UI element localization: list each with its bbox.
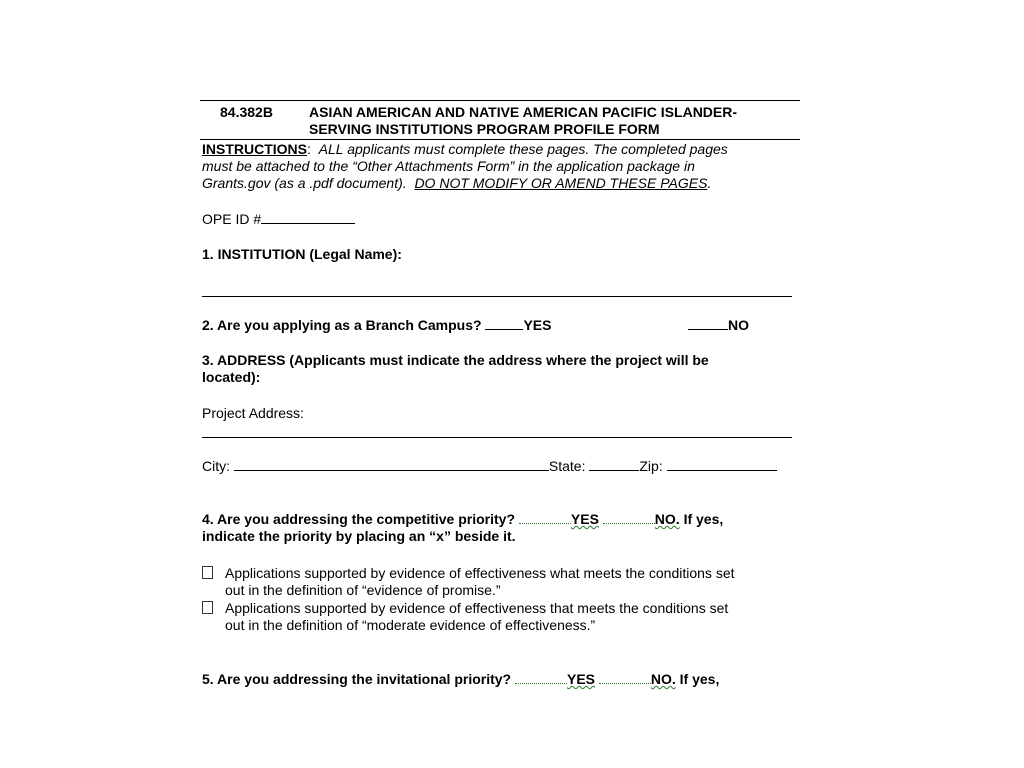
- q4-option-1: [202, 565, 213, 582]
- instructions-colon: :: [307, 141, 311, 157]
- q4-option-2-line1: Applications supported by evidence of effectiveness that meets the conditions set: [225, 600, 729, 616]
- q4-if-yes: If yes,: [683, 511, 724, 527]
- zip-label: Zip:: [639, 458, 663, 474]
- q4-no-label: NO.: [654, 511, 680, 527]
- q4-question: 4. Are you addressing the competitive priority?: [202, 511, 515, 527]
- q5-yes-label: YES: [566, 671, 595, 687]
- q5-if-yes: If yes,: [679, 671, 720, 687]
- q2-yes-label: YES: [523, 317, 552, 333]
- state-label: State:: [548, 458, 586, 474]
- q2-no-label: NO: [728, 317, 749, 333]
- instructions-line3: [202, 175, 711, 192]
- option-2-checkbox[interactable]: [202, 601, 213, 614]
- header-bottom-rule: [200, 139, 800, 140]
- q2-branch-campus-row: [202, 317, 551, 334]
- project-address-label: Project Address:: [202, 405, 304, 421]
- city-state-zip-row: [202, 458, 777, 475]
- q2-no-option: [688, 317, 749, 334]
- q3-address-line2: located):: [202, 369, 261, 385]
- q5-no-blank[interactable]: [599, 671, 651, 684]
- form-title-line1: ASIAN AMERICAN AND NATIVE AMERICAN PACIFIC ISLANDER-: [309, 104, 738, 120]
- q4-no-blank[interactable]: [603, 511, 655, 524]
- city-label: City:: [202, 458, 230, 474]
- form-title-line2: SERVING INSTITUTIONS PROGRAM PROFILE FORM: [309, 121, 660, 137]
- q5-invitational-priority-row: [202, 671, 719, 688]
- q2-yes-blank[interactable]: [485, 317, 523, 330]
- instructions-line2: must be attached to the “Other Attachments Form” in the application package in: [202, 158, 695, 174]
- q2-question: 2. Are you applying as a Branch Campus?: [202, 317, 482, 333]
- q5-question: 5. Are you addressing the invitational priority?: [202, 671, 512, 687]
- q4-yes-blank[interactable]: [519, 511, 571, 524]
- city-field[interactable]: [234, 458, 549, 471]
- instructions-period: .: [707, 175, 712, 191]
- q4-option-2: [202, 600, 213, 617]
- institution-name-field[interactable]: [202, 296, 792, 297]
- ope-id-label: OPE ID #: [202, 211, 262, 227]
- q4-instruction: indicate the priority by placing an “x” beside it.: [202, 528, 516, 544]
- q4-option-2-line2: out in the definition of “moderate evidence of effectiveness.”: [225, 617, 596, 633]
- project-address-field[interactable]: [202, 437, 792, 438]
- state-field[interactable]: [589, 458, 639, 471]
- q5-no-label: NO.: [650, 671, 676, 687]
- q4-option-1-line2: out in the definition of “evidence of promise.”: [225, 582, 501, 598]
- zip-field[interactable]: [667, 458, 777, 471]
- form-number: 84.382B: [220, 104, 273, 120]
- q4-competitive-priority-row: [202, 511, 723, 528]
- ope-id-row: [202, 211, 355, 228]
- instructions-text1: ALL applicants must complete these pages. The completed pages: [318, 141, 728, 157]
- instructions-warning: DO NOT MODIFY OR AMEND THESE PAGES: [414, 175, 708, 191]
- q3-address-line1: 3. ADDRESS (Applicants must indicate the address where the project will be: [202, 352, 709, 368]
- option-1-checkbox[interactable]: [202, 566, 213, 579]
- q2-no-blank[interactable]: [688, 317, 728, 330]
- q1-institution-label: 1. INSTITUTION (Legal Name):: [202, 246, 402, 262]
- ope-id-field[interactable]: [261, 211, 355, 224]
- header-top-rule: [200, 100, 800, 101]
- instructions-label: INSTRUCTIONS: [202, 141, 307, 157]
- instructions-line1: [202, 141, 728, 158]
- q4-yes-label: YES: [570, 511, 599, 527]
- q5-yes-blank[interactable]: [515, 671, 567, 684]
- q4-option-1-line1: Applications supported by evidence of effectiveness what meets the conditions set: [225, 565, 735, 581]
- instructions-text3: Grants.gov (as a .pdf document).: [202, 175, 407, 191]
